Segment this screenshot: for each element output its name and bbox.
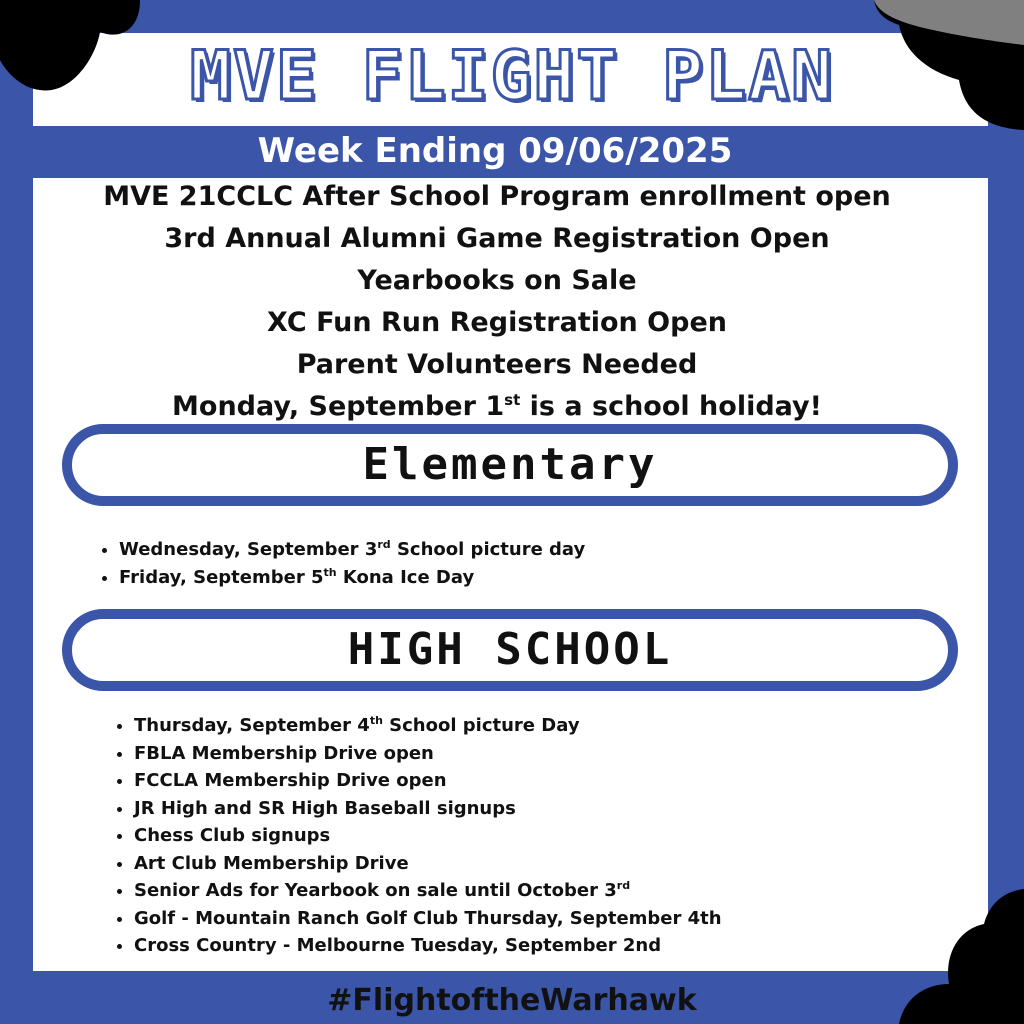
list-item bbox=[119, 564, 585, 592]
corner-blob-top-right bbox=[864, 0, 1024, 130]
announcement-text: Monday, September 1 bbox=[172, 391, 505, 422]
section-header-elementary bbox=[62, 424, 958, 506]
ordinal-suffix: rd bbox=[377, 538, 391, 551]
list-item bbox=[134, 877, 722, 905]
item-text: Senior Ads for Yearbook on sale until October 3 bbox=[134, 880, 617, 901]
list-item: • FBLA Membership Drive open bbox=[134, 740, 722, 768]
list-item bbox=[119, 536, 585, 564]
announcement-item: XC Fun Run Registration Open bbox=[267, 307, 727, 338]
section-title: Elementary bbox=[362, 439, 658, 490]
item-text: Wednesday, September 3 bbox=[119, 539, 378, 560]
item-text: School picture Day bbox=[382, 715, 580, 736]
ordinal-suffix: th bbox=[323, 565, 337, 579]
high-school-list bbox=[112, 712, 722, 960]
item-text: Kona Ice Day bbox=[336, 566, 475, 588]
list-item: • JR High and SR High Baseball signups bbox=[134, 795, 722, 823]
announcement-item: 3rd Annual Alumni Game Registration Open bbox=[164, 223, 830, 254]
item-text: Thursday, September 4 bbox=[134, 715, 370, 736]
page-title: MVE FLIGHT PLAN bbox=[189, 37, 835, 116]
announcement-item bbox=[33, 386, 961, 428]
week-ending-date: Week Ending 09/06/2025 bbox=[257, 131, 733, 171]
list-item: • Cross Country - Melbourne Tuesday, September 2nd bbox=[134, 932, 722, 960]
section-title: HIGH SCHOOL bbox=[347, 624, 673, 675]
corner-blob-bottom-right bbox=[899, 889, 1024, 1024]
announcement-item: Yearbooks on Sale bbox=[357, 265, 637, 296]
item-text: Friday, September 5 bbox=[119, 566, 324, 588]
list-item: • Chess Club signups bbox=[134, 822, 722, 850]
list-item: • Art Club Membership Drive bbox=[134, 850, 722, 878]
ordinal-suffix: rd bbox=[616, 879, 631, 892]
section-header-high-school bbox=[62, 609, 958, 691]
corner-blob-top-left bbox=[0, 0, 140, 95]
ordinal-suffix: th bbox=[369, 714, 383, 727]
list-item bbox=[134, 712, 722, 740]
announcements-list bbox=[33, 176, 961, 428]
list-item: • Golf - Mountain Ranch Golf Club Thursday, September 4th bbox=[134, 905, 722, 933]
footer-hashtag: #FlightoftheWarhawk bbox=[327, 983, 697, 1018]
list-item: • FCCLA Membership Drive open bbox=[134, 767, 722, 795]
announcement-item: Parent Volunteers Needed bbox=[296, 349, 698, 380]
announcement-text: is a school holiday! bbox=[520, 391, 822, 422]
item-text: School picture day bbox=[390, 539, 586, 560]
announcement-item: MVE 21CCLC After School Program enrollment open bbox=[103, 181, 891, 212]
ordinal-suffix: st bbox=[504, 391, 521, 409]
elementary-list bbox=[97, 536, 585, 591]
